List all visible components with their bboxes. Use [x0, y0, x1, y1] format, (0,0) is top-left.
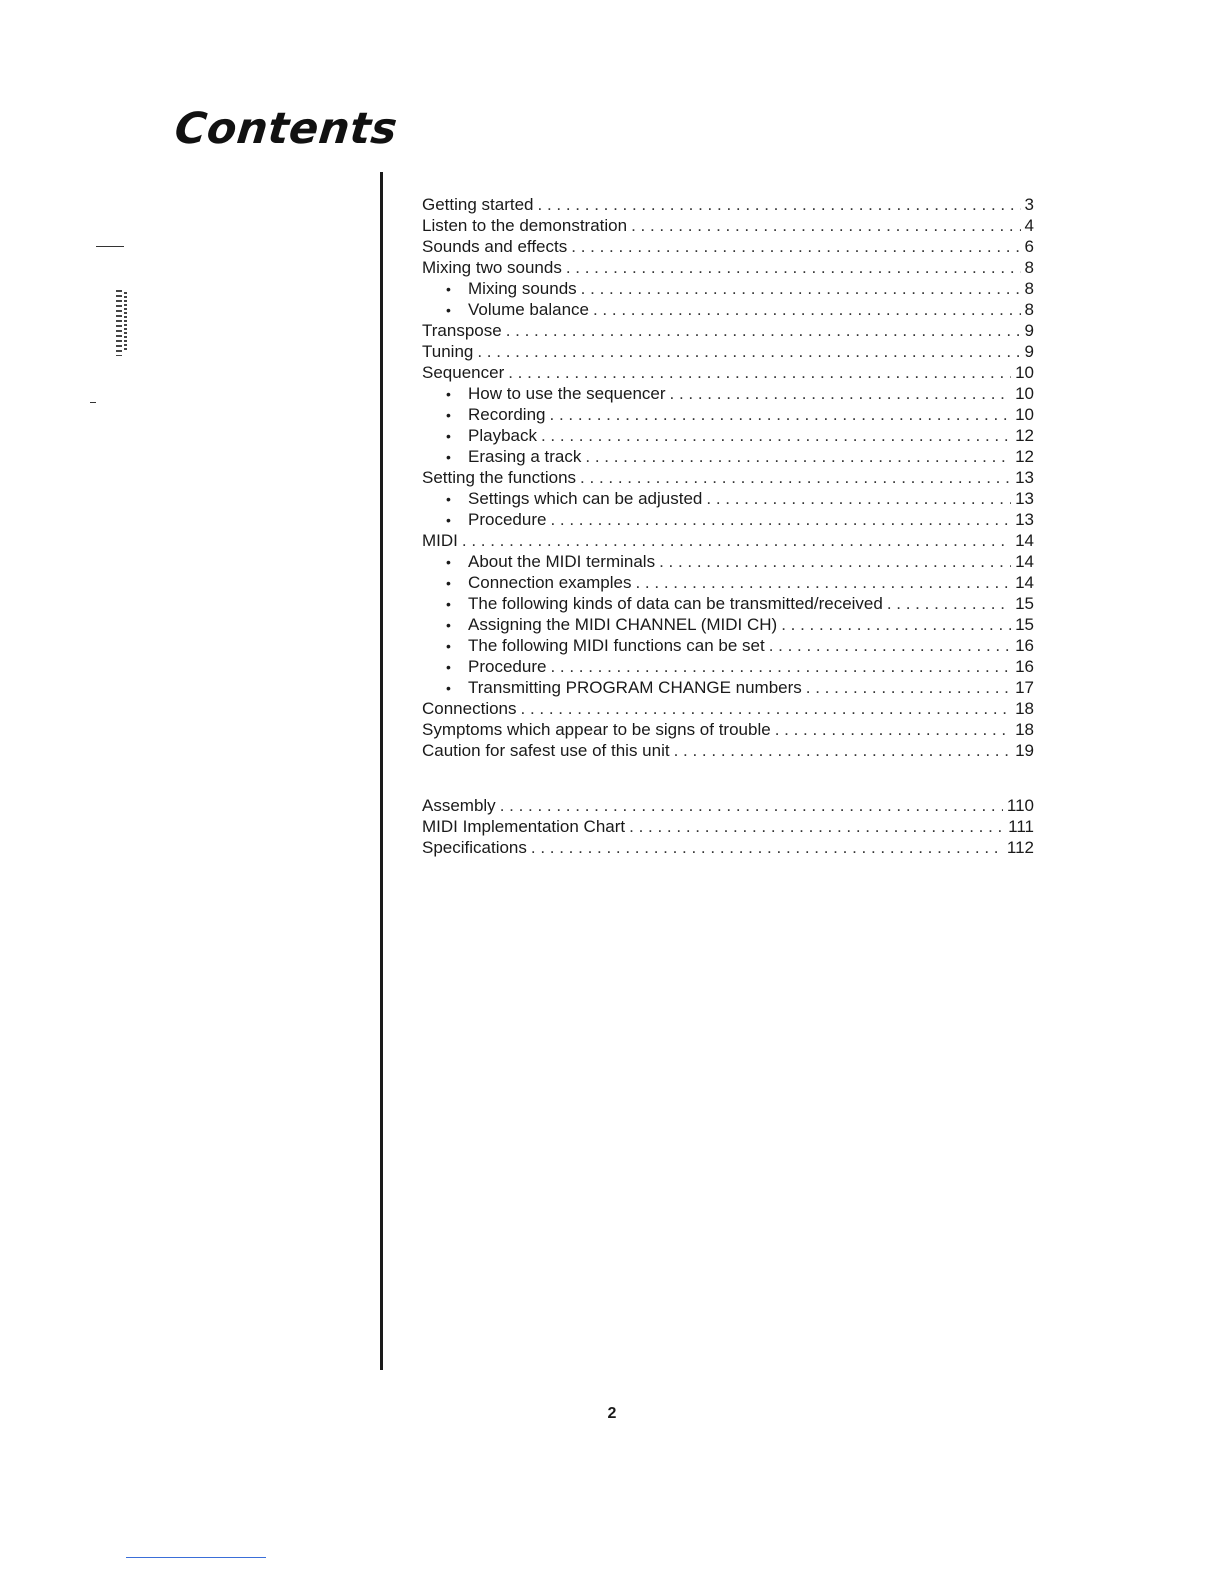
toc-entry-label: Erasing a track: [468, 447, 582, 466]
toc-entry-label: Procedure: [468, 657, 547, 676]
toc-entry-page: 16: [1015, 636, 1034, 655]
toc-entry-page: 15: [1015, 594, 1034, 613]
bullet-icon: •: [446, 491, 451, 507]
toc-entry-label: Tuning: [422, 342, 474, 361]
vertical-rule: [380, 172, 383, 1370]
bullet-icon: •: [446, 575, 451, 591]
toc-entry: [422, 341, 1034, 362]
toc-entry-page: 14: [1015, 531, 1034, 550]
toc-entry-label: The following kinds of data can be transmitted/received: [468, 594, 883, 613]
toc-entry: [422, 320, 1034, 341]
toc-entry-label: Mixing sounds: [468, 279, 577, 298]
toc-entry: [422, 837, 1034, 858]
bullet-icon: •: [446, 281, 451, 297]
dot-leader: [550, 509, 1011, 530]
toc-subentry: [422, 383, 1034, 404]
toc-entry: [422, 719, 1034, 740]
dot-leader: [659, 551, 1011, 572]
dot-leader: [462, 530, 1011, 551]
dot-leader: [550, 656, 1011, 677]
footer-line: [126, 1557, 266, 1558]
toc-subentry: [422, 572, 1034, 593]
toc-entry-page: 16: [1015, 657, 1034, 676]
toc-entry-label: Settings which can be adjusted: [468, 489, 703, 508]
toc-entry-label: Getting started: [422, 195, 534, 214]
bullet-icon: •: [446, 638, 451, 654]
toc-entry-label: How to use the sequencer: [468, 384, 666, 403]
toc-entry-page: 3: [1024, 195, 1034, 214]
toc-entry-page: 4: [1024, 216, 1034, 235]
dot-leader: [550, 404, 1012, 425]
toc-subentry: [422, 488, 1034, 509]
dot-leader: [566, 257, 1021, 278]
toc-entry-label: Specifications: [422, 838, 527, 857]
toc-entry: [422, 215, 1034, 236]
toc-entry-label: Connection examples: [468, 573, 632, 592]
toc-entry-page: 14: [1015, 573, 1034, 592]
toc-entry-page: 19: [1015, 741, 1034, 760]
toc-entry-label: Setting the functions: [422, 468, 577, 487]
toc-subentry: [422, 656, 1034, 677]
toc-entry: [422, 362, 1034, 383]
toc-entry-label: Transmitting PROGRAM CHANGE numbers: [468, 678, 802, 697]
dot-leader: [631, 215, 1020, 236]
toc-entry-label: Listen to the demonstration: [422, 216, 628, 235]
toc-entry-label: Assembly: [422, 796, 496, 815]
bullet-icon: •: [446, 449, 451, 465]
dot-leader: [538, 194, 1021, 215]
toc-subentry: [422, 551, 1034, 572]
toc-entry-label: Mixing two sounds: [422, 258, 562, 277]
toc-entry-label: Procedure: [468, 510, 547, 529]
dot-leader: [508, 362, 1011, 383]
toc-subentry: [422, 446, 1034, 467]
dot-leader: [506, 320, 1021, 341]
toc-subentry: [422, 635, 1034, 656]
toc-entry-label: Playback: [468, 426, 537, 445]
toc-entry-label: Caution for safest use of this unit: [422, 741, 670, 760]
dot-leader: [635, 572, 1011, 593]
toc-entry-page: 18: [1015, 720, 1034, 739]
toc-entry: [422, 236, 1034, 257]
toc-entry: [422, 257, 1034, 278]
toc-entry: [422, 467, 1034, 488]
bullet-icon: •: [446, 680, 451, 696]
dot-leader: [477, 341, 1020, 362]
bullet-icon: •: [446, 617, 451, 633]
dot-leader: [521, 698, 1012, 719]
toc-subentry: [422, 278, 1034, 299]
bullet-icon: •: [446, 302, 451, 318]
dot-leader: [887, 593, 1011, 614]
toc-entry-page: 13: [1015, 489, 1034, 508]
toc-entry-page: 14: [1015, 552, 1034, 571]
toc-entry-page: 10: [1015, 384, 1034, 403]
bullet-icon: •: [446, 659, 451, 675]
toc-entry: [422, 530, 1034, 551]
toc-entry-label: Sounds and effects: [422, 237, 568, 256]
toc-entry: [422, 795, 1034, 816]
toc-entry-page: 12: [1015, 447, 1034, 466]
dot-leader: [674, 740, 1011, 761]
toc-entry-label: Recording: [468, 405, 546, 424]
toc-subentry: [422, 299, 1034, 320]
toc-subentry: [422, 425, 1034, 446]
toc-entry-page: 10: [1015, 363, 1034, 382]
scan-mark: [90, 402, 96, 403]
scan-mark: [116, 290, 122, 356]
dot-leader: [585, 446, 1011, 467]
dot-leader: [581, 278, 1021, 299]
toc-entry-page: 9: [1024, 342, 1034, 361]
scan-mark: [124, 292, 127, 352]
toc-entry-label: Sequencer: [422, 363, 505, 382]
toc-entry-label: About the MIDI terminals: [468, 552, 656, 571]
toc-entry-page: 12: [1015, 426, 1034, 445]
dot-leader: [531, 837, 1003, 858]
toc-entry-page: 13: [1015, 510, 1034, 529]
toc-group: [422, 194, 1034, 761]
toc-subentry: [422, 509, 1034, 530]
toc-entry: [422, 816, 1034, 837]
bullet-icon: •: [446, 512, 451, 528]
toc-entry-label: Connections: [422, 699, 517, 718]
bullet-icon: •: [446, 428, 451, 444]
bullet-icon: •: [446, 407, 451, 423]
toc-entry-page: 110: [1006, 796, 1034, 815]
bullet-icon: •: [446, 554, 451, 570]
toc-entry-page: 8: [1024, 258, 1034, 277]
toc-entry: [422, 740, 1034, 761]
toc-entry-label: MIDI: [422, 531, 458, 550]
dot-leader: [769, 635, 1011, 656]
toc-entry-page: 15: [1015, 615, 1034, 634]
dot-leader: [775, 719, 1011, 740]
toc-entry-page: 10: [1015, 405, 1034, 424]
dot-leader: [706, 488, 1011, 509]
toc-subentry: [422, 593, 1034, 614]
toc-entry-page: 112: [1006, 838, 1034, 857]
toc-entry-page: 8: [1024, 279, 1034, 298]
scan-mark: [96, 246, 124, 247]
dot-leader: [629, 816, 1004, 837]
toc-subentry: [422, 614, 1034, 635]
toc-entry-page: 111: [1008, 817, 1034, 836]
dot-leader: [781, 614, 1011, 635]
dot-leader: [806, 677, 1011, 698]
page-title: Contents: [172, 104, 400, 154]
toc-entry-page: 6: [1024, 237, 1034, 256]
dot-leader: [541, 425, 1011, 446]
toc-group: [422, 795, 1034, 858]
dot-leader: [571, 236, 1020, 257]
toc-entry-label: Transpose: [422, 321, 502, 340]
bullet-icon: •: [446, 596, 451, 612]
toc-entry-label: The following MIDI functions can be set: [468, 636, 765, 655]
toc-entry-page: 17: [1015, 678, 1034, 697]
toc-entry-label: Volume balance: [468, 300, 589, 319]
toc-entry-page: 8: [1024, 300, 1034, 319]
dot-leader: [500, 795, 1003, 816]
toc-entry-label: Symptoms which appear to be signs of trouble: [422, 720, 771, 739]
toc-entry-label: MIDI Implementation Chart: [422, 817, 626, 836]
toc-entry: [422, 698, 1034, 719]
bullet-icon: •: [446, 386, 451, 402]
dot-leader: [593, 299, 1021, 320]
toc-subentry: [422, 404, 1034, 425]
page-number: 2: [607, 1405, 617, 1422]
table-of-contents: [422, 194, 1034, 863]
toc-subentry: [422, 677, 1034, 698]
toc-entry-page: 9: [1024, 321, 1034, 340]
toc-entry-label: Assigning the MIDI CHANNEL (MIDI CH): [468, 615, 778, 634]
toc-entry-page: 18: [1015, 699, 1034, 718]
toc-entry: [422, 194, 1034, 215]
toc-entry-page: 13: [1015, 468, 1034, 487]
dot-leader: [580, 467, 1011, 488]
dot-leader: [670, 383, 1012, 404]
